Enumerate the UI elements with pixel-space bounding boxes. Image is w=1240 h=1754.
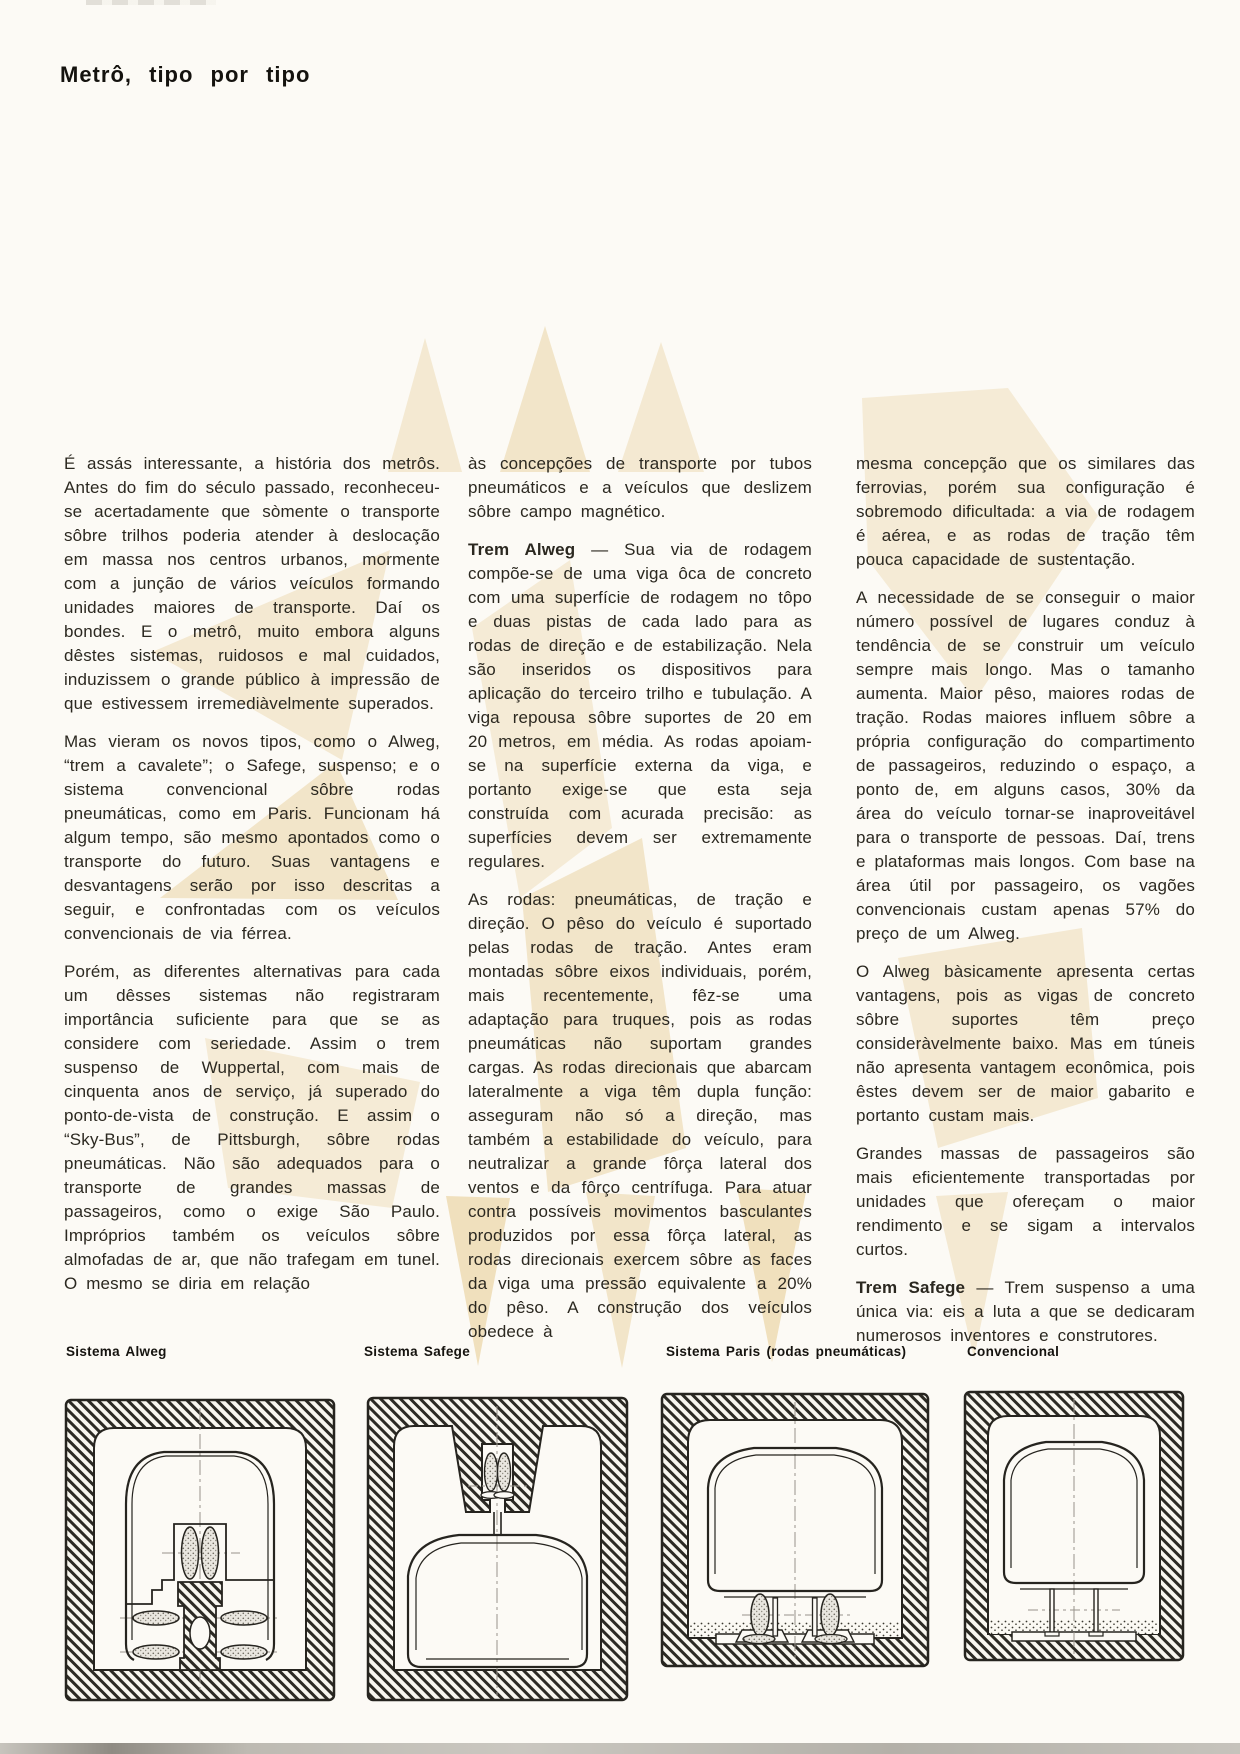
caption-sistema-safege: Sistema Safege	[364, 1344, 470, 1359]
paragraph: Grandes massas de passageiros são mais eficientemente transportadas por unidades que ofereçam o maior rendimento e se sigam a intervalos curtos.	[856, 1144, 1195, 1259]
paris-cross-section-drawing	[658, 1388, 932, 1672]
paragraph: É assás interessante, a história dos metrôs. Antes do fim do século passado, reconheceu-se acertadamente que sòmente o transporte sôbre trilhos poderia atender à deslocação em massa nos centros urbanos, mormente com a junção de vários veículos formando unidades maiores de transporte. Daí os bondes. E o metrô, muito embora alguns dêstes sistemas, ruidosos e mal cuidados, induzissem o grande público à impressão de que estivessem irremediàvelmente superados.	[64, 454, 440, 713]
safege-cross-section-drawing	[364, 1390, 631, 1708]
diagram-paris-figure	[658, 1388, 932, 1672]
paragraph-text: — Trem suspenso a uma única via: eis a luta a que se dedicaram numerosos inventores e construtores.	[856, 1278, 1195, 1345]
conventional-cross-section-drawing	[962, 1386, 1186, 1666]
paragraph-trem-alweg	[468, 538, 812, 874]
paragraph: A necessidade de se conseguir o maior número possível de lugares conduz à tendência de se construir um veículo sempre mais longo. Mas o tamanho aumenta. Maior pêso, maiores rodas de tração. Rodas maiores influem sôbre a própria configuração do compartimento de passageiros, reduzindo o espaço, a ponto de, em alguns casos, 30% da área do veículo tornar-se inaproveitável para o transporte de pessoas. Daí, trens e plataformas mais longos. Com base na área útil por passageiro, os vagões convencionais custam apenas 57% do preço de um Alweg.	[856, 588, 1195, 943]
paragraph: O Alweg bàsicamente apresenta certas vantagens, pois as vigas de concreto sôbre suportes têm preço consideràvelmente baixo. Mas em túneis não apresenta vantagem econômica, pois êstes devem ser de maior gabarito e portanto custam mais.	[856, 962, 1195, 1125]
paragraph-lead-trem-safege: Trem Safege	[856, 1278, 966, 1297]
text-column-1	[64, 452, 440, 1310]
paragraph-text: — Sua via de rodagem compõe-se de uma viga ôca de concreto com uma superfície de rodagem no tôpo e duas pistas de cada lado para as rodas de direção e de estabilização. Nela são inseridos os dispositivos para aplicação do terceiro trilho e tubulação. A viga repousa sôbre suportes de 20 em 20 metros, em média. As rodas apoiam-se na superfície externa da viga, e portanto exige-se que esta seja construída com acurada precisão: as superfícies devem ser extremamente regulares.	[468, 540, 812, 871]
paragraph: Mas vieram os novos tipos, como o Alweg, “trem a cavalete”; o Safege, suspenso; e o sistema convencional sôbre rodas pneumáticas, como em Paris. Funcionam há algum tempo, são mesmo apontados como o transporte do futuro. Suas vantagens e desvantagens serão por isso descritas a seguir, e confrontadas com os veículos convencionais de via férrea.	[64, 732, 440, 943]
paragraph: Porém, as diferentes alternativas para cada um dêsses sistemas não registraram importância suficiente para que se as considere com seriedade. Assim o trem suspenso de Wuppertal, com mais de cinquenta anos de serviço, já superado do ponto-de-vista de construção. E assim o “Sky-Bus”, de Pittsburgh, sôbre rodas pneumáticas. Não são adequados para o transporte de grandes massas de passageiros, como o exige São Paulo. Impróprios também os veículos sôbre almofadas de ar, que não trafegam em tunel. O mesmo se diria em relação	[64, 962, 440, 1293]
paragraph: às concepções de transporte por tubos pneumáticos e a veículos que deslizem sôbre campo magnético.	[468, 454, 812, 521]
caption-convencional: Convencional	[967, 1344, 1060, 1359]
scan-bottom-edge	[0, 1743, 1240, 1754]
page-title: Metrô, tipo por tipo	[60, 62, 311, 87]
paragraph-trem-safege	[856, 1276, 1195, 1348]
paragraph: As rodas: pneumáticas, de tração e direção. O pêso do veículo é suportado pelas rodas de tração. Antes eram montadas sôbre eixos individuais, porém, mais recentemente, fêz-se uma adaptação para truques, pois as rodas pneumáticas não suportam grandes cargas. As rodas direcionais que abarcam lateralmente a viga têm dupla função: asseguram não só a direção, mas também a estabilidade do veículo, para neutralizar a grande fôrça lateral dos ventos e da fôrço centrífuga. Para atuar contra possíveis movimentos basculantes produzidos por essa fôrça lateral, as rodas direcionais exercem sôbre as faces da viga uma pressão equivalente a 20% do pêso. A construção dos veículos obedece à	[468, 890, 812, 1341]
paragraph: mesma concepção que os similares das ferrovias, porém sua configuração é sobremodo dificultada: a via de rodagem é aérea, e as rodas de tração têm pouca capacidade de sustentação.	[856, 454, 1195, 569]
concrete-beam-support	[178, 1582, 222, 1670]
caption-sistema-paris: Sistema Paris (rodas pneumáticas)	[666, 1344, 907, 1359]
caption-sistema-alweg: Sistema Alweg	[66, 1344, 167, 1359]
diagram-safege-figure	[364, 1390, 631, 1708]
diagram-alweg-figure	[62, 1392, 338, 1708]
scan-edge-artifact	[86, 0, 216, 5]
text-column-3	[856, 452, 1195, 1362]
text-column-2	[468, 452, 812, 1358]
diagram-convencional-figure	[962, 1386, 1186, 1666]
paragraph-lead-trem-alweg: Trem Alweg	[468, 540, 576, 559]
alweg-cross-section-drawing	[62, 1392, 338, 1708]
